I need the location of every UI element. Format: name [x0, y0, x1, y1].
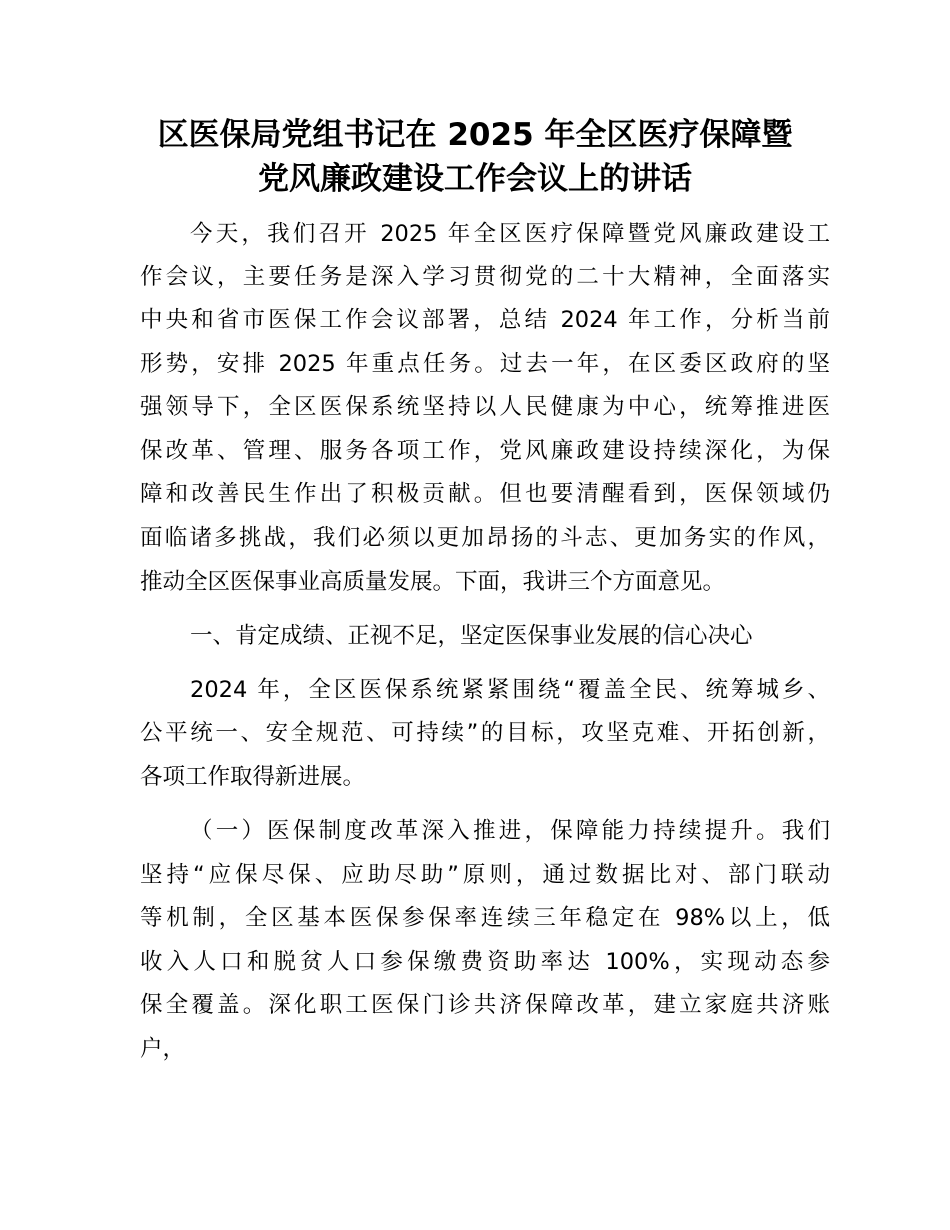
paragraph-3-line-5: 保全覆盖。深化职工医保门诊共济保障改革，建立家庭共济账 [140, 992, 830, 1018]
paragraph-1-line-2: 作会议，主要任务是深入学习贯彻党的二十大精神，全面落实 [140, 264, 830, 290]
paragraph-1-line-3: 中央和省市医保工作会议部署，总结 2024 年工作，分析当前 [140, 307, 830, 333]
paragraph-1-line-6: 保改革、管理、服务各项工作，党风廉政建设持续深化，为保 [140, 438, 830, 464]
paragraph-2-line-2: 公平统一、安全规范、可持续”的目标，攻坚克难、开拓创新， [140, 720, 830, 746]
paragraph-3-line-4: 收入人口和脱贫人口参保缴费资助率达 100%，实现动态参 [140, 949, 830, 975]
paragraph-1-line-4: 形势，安排 2025 年重点任务。过去一年，在区委区政府的坚 [140, 351, 830, 377]
paragraph-1-line-1: 今天，我们召开 2025 年全区医疗保障暨党风廉政建设工 [190, 221, 830, 247]
paragraph-1-line-8: 面临诸多挑战，我们必须以更加昂扬的斗志、更加务实的作风， [140, 525, 830, 551]
section-heading-1: 一、肯定成绩、正视不足，坚定医保事业发展的信心决心 [190, 623, 753, 649]
paragraph-3-line-1: （一）医保制度改革深入推进，保障能力持续提升。我们 [190, 818, 830, 844]
paragraph-1-line-7: 障和改善民生作出了积极贡献。但也要清醒看到，医保领域仍 [140, 481, 830, 507]
paragraph-3-line-6: 户， [140, 1036, 186, 1062]
paragraph-2-line-3: 各项工作取得新进展。 [140, 764, 366, 790]
paragraph-1-line-9: 推动全区医保事业高质量发展。下面，我讲三个方面意见。 [140, 569, 726, 595]
document-title-line-1: 区医保局党组书记在 2025 年全区医疗保障暨 [157, 117, 793, 153]
document-title-line-2: 党风廉政建设工作会议上的讲话 [258, 161, 692, 197]
paragraph-3-line-2: 坚持“应保尽保、应助尽助”原则，通过数据比对、部门联动 [140, 862, 830, 888]
paragraph-2-line-1: 2024 年，全区医保系统紧紧围绕“覆盖全民、统筹城乡、 [190, 677, 830, 703]
paragraph-1-line-5: 强领导下，全区医保系统坚持以人民健康为中心，统筹推进医 [140, 394, 830, 420]
paragraph-3-line-3: 等机制，全区基本医保参保率连续三年稳定在 98%以上，低 [140, 905, 830, 931]
